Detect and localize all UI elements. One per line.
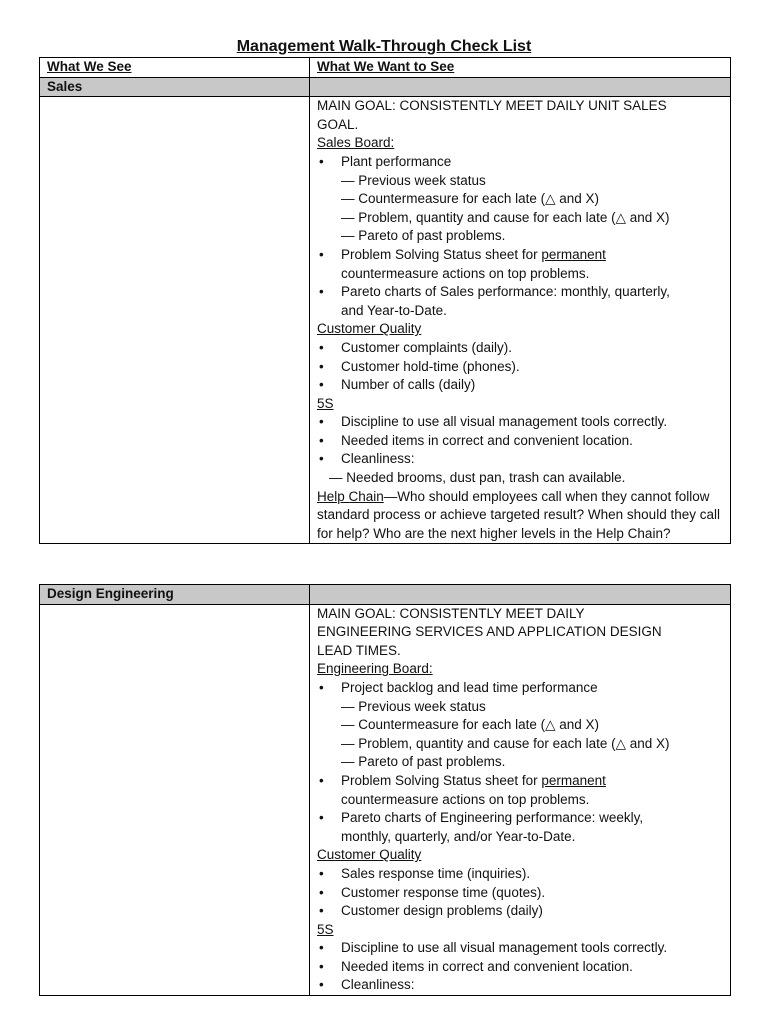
section-title-design-engineering: Design Engineering bbox=[40, 585, 310, 605]
list-item-continuation: countermeasure actions on top problems. bbox=[341, 265, 590, 281]
section-band-empty bbox=[310, 585, 731, 605]
column-header-row bbox=[40, 58, 731, 78]
list-item: • Customer response time (quotes). bbox=[317, 884, 730, 903]
what-we-want-cell bbox=[310, 604, 731, 995]
document-title: Management Walk-Through Check List bbox=[236, 38, 532, 55]
list-item-continuation: countermeasure actions on top problems. bbox=[341, 791, 590, 807]
main-goal-line: MAIN GOAL: CONSISTENTLY MEET DAILY UNIT SALES bbox=[317, 98, 667, 114]
sub-item: — Countermeasure for each late (△ and X) bbox=[341, 191, 600, 207]
list-item: • Discipline to use all visual management tools correctly. bbox=[317, 939, 730, 958]
list-item: • Pareto charts of Engineering performance: weekly, bbox=[317, 809, 730, 828]
list-item: • Number of calls (daily) bbox=[317, 376, 730, 395]
list-item: • Pareto charts of Sales performance: monthly, quarterly, bbox=[317, 283, 730, 302]
list-item: • Discipline to use all visual management tools correctly. bbox=[317, 413, 730, 432]
sub-item: — Problem, quantity and cause for each late (△ and X) bbox=[341, 735, 670, 751]
list-item-continuation: monthly, quarterly, and/or Year-to-Date. bbox=[341, 828, 576, 844]
design-engineering-table bbox=[39, 584, 731, 996]
list-item: • Cleanliness: bbox=[317, 976, 730, 995]
list-item: • Customer complaints (daily). bbox=[317, 339, 730, 358]
sales-content-row bbox=[40, 97, 731, 544]
customer-quality-heading: Customer Quality bbox=[317, 847, 422, 863]
sub-item: — Needed brooms, dust pan, trash can available. bbox=[329, 470, 626, 486]
sub-item: — Countermeasure for each late (△ and X) bbox=[341, 717, 600, 733]
sales-board-heading: Sales Board: bbox=[317, 135, 395, 151]
list-item: • Project backlog and lead time performance bbox=[317, 679, 730, 698]
sub-item: — Previous week status bbox=[341, 698, 486, 714]
engineering-board-heading: Engineering Board: bbox=[317, 661, 433, 677]
list-item: • Plant performance bbox=[317, 153, 730, 172]
customer-quality-heading: Customer Quality bbox=[317, 321, 422, 337]
column-header-what-we-want-to-see: What We Want to See bbox=[310, 58, 731, 78]
design-content-row bbox=[40, 604, 731, 995]
sub-item: — Pareto of past problems. bbox=[341, 754, 506, 770]
list-item-continuation: and Year-to-Date. bbox=[341, 302, 447, 318]
main-goal-line: LEAD TIMES. bbox=[317, 642, 401, 658]
list-item: • Cleanliness: bbox=[317, 450, 730, 469]
main-goal-line: GOAL. bbox=[317, 116, 359, 132]
list-item: • Customer design problems (daily) bbox=[317, 902, 730, 921]
section-band-sales bbox=[40, 77, 731, 97]
list-item: • Problem Solving Status sheet for permanent bbox=[317, 246, 730, 265]
section-band-design-engineering bbox=[40, 585, 731, 605]
main-goal-line: ENGINEERING SERVICES AND APPLICATION DESIGN bbox=[317, 624, 662, 640]
what-we-see-cell bbox=[40, 604, 310, 995]
list-item: • Sales response time (inquiries). bbox=[317, 865, 730, 884]
list-item: • Problem Solving Status sheet for permanent bbox=[317, 772, 730, 791]
sub-item: — Previous week status bbox=[341, 172, 486, 188]
column-header-what-we-see: What We See bbox=[40, 58, 310, 78]
help-chain-paragraph: Help Chain—Who should employees call when they cannot follow standard process or achieve targeted result? When should they call for help? Who are the next higher levels in the Help Chain? bbox=[317, 488, 720, 541]
section-title-sales: Sales bbox=[40, 77, 310, 97]
sub-item: — Problem, quantity and cause for each late (△ and X) bbox=[341, 209, 670, 225]
what-we-want-cell bbox=[310, 97, 731, 544]
section-band-empty bbox=[310, 77, 731, 97]
list-item: • Needed items in correct and convenient location. bbox=[317, 432, 730, 451]
list-item: • Needed items in correct and convenient location. bbox=[317, 958, 730, 977]
sales-table bbox=[39, 57, 731, 544]
what-we-see-cell bbox=[40, 97, 310, 544]
main-goal-line: MAIN GOAL: CONSISTENTLY MEET DAILY bbox=[317, 605, 585, 621]
help-chain-label: Help Chain bbox=[317, 488, 384, 504]
list-item: • Customer hold-time (phones). bbox=[317, 358, 730, 377]
five-s-heading: 5S bbox=[317, 921, 334, 937]
sub-item: — Pareto of past problems. bbox=[341, 228, 506, 244]
five-s-heading: 5S bbox=[317, 395, 334, 411]
